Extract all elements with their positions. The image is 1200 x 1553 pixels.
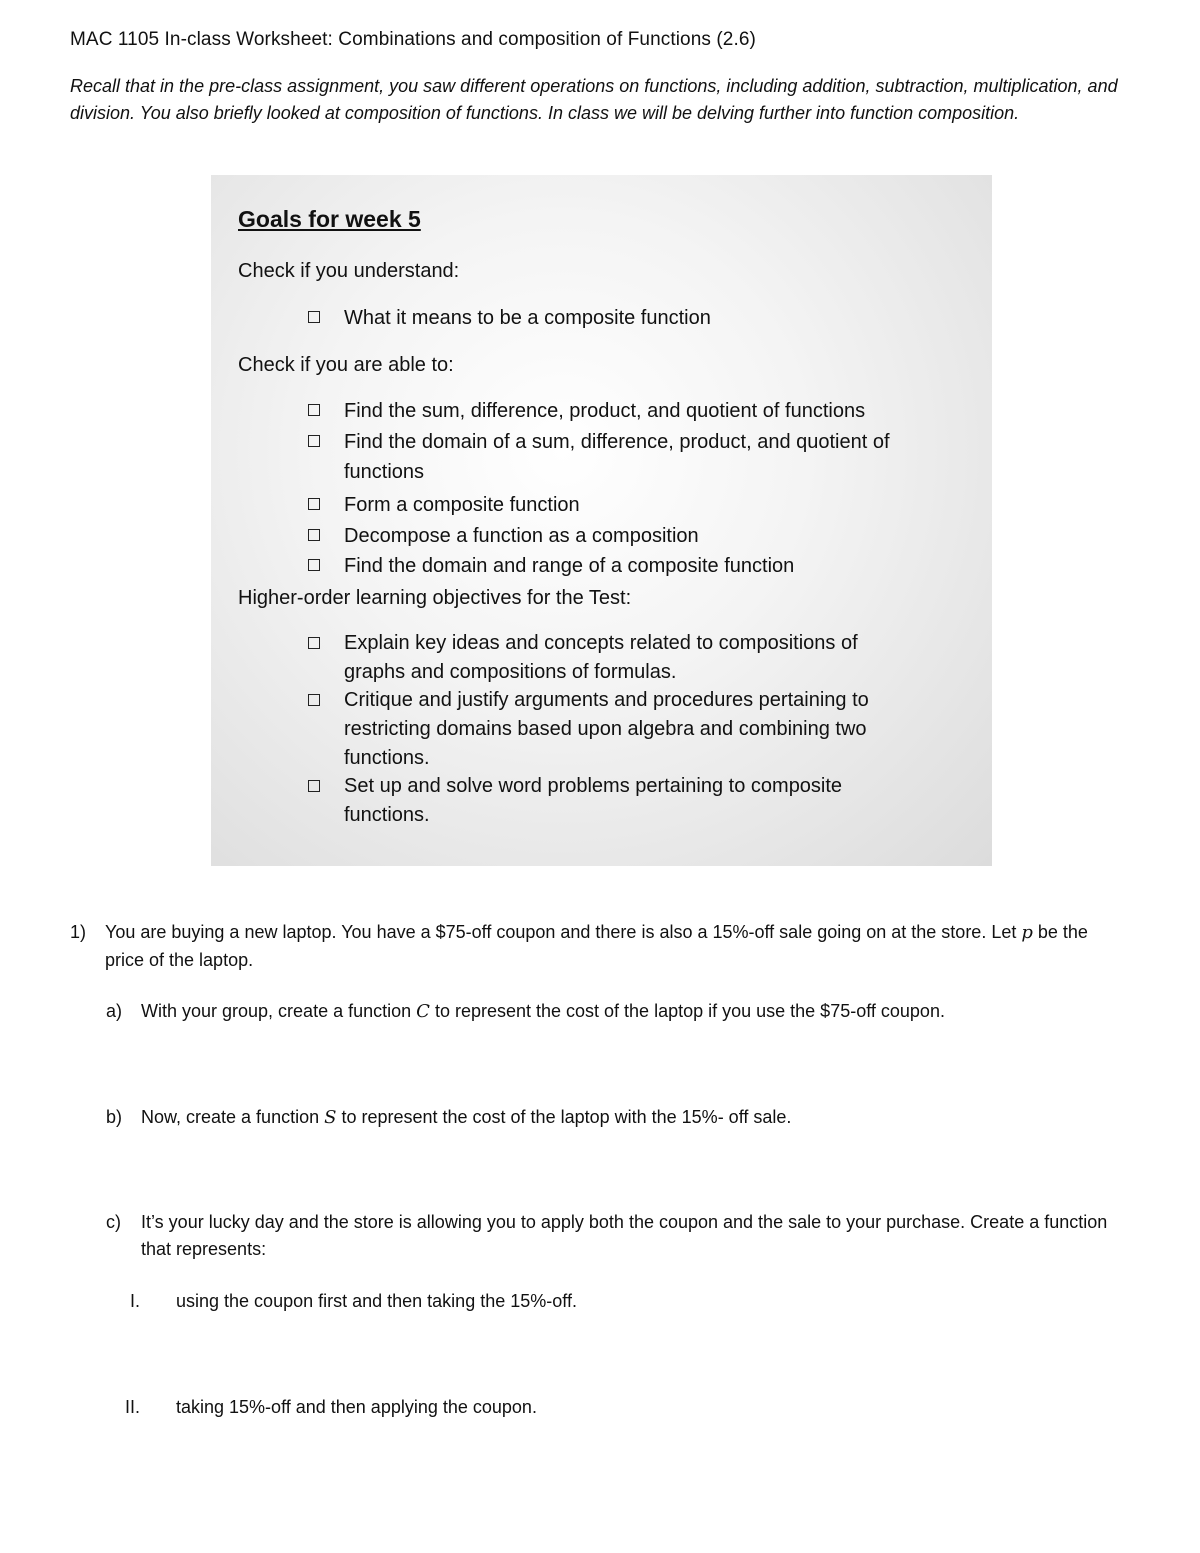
goal-item-label: Find the domain of a sum, difference, product, and quotient of functions [344,431,890,483]
question-1b [106,1104,1116,1132]
goals-title: Goals for week 5 [238,206,421,232]
understand-heading: Check if you understand: [238,260,460,282]
part-label: b) [106,1107,123,1127]
question-1 [70,919,1110,973]
subpart-text: taking 15%-off and then applying the coupon. [176,1397,537,1417]
variable-s: S [324,1107,337,1128]
goal-item-label: Decompose a function as a composition [344,525,699,547]
variable-p: p [1021,922,1033,943]
checkbox-icon [308,435,320,447]
able-heading: Check if you are able to: [238,354,454,376]
goal-item-label: Explain key ideas and concepts related to compositions of graphs and compositions of formulas. [344,632,858,683]
higher-order-heading: Higher-order learning objectives for the Test: [238,587,632,609]
checkbox-icon [308,404,320,416]
checkbox-icon [308,637,320,649]
goal-item-label: Find the domain and range of a composite function [344,555,795,577]
goal-item [308,490,948,520]
question-1a [106,998,1116,1026]
question-1c-ii [125,1394,1025,1421]
subpart-label: II. [125,1397,141,1417]
goal-item-label: Find the sum, difference, product, and quotient of functions [344,400,866,422]
goal-item [308,396,948,426]
goal-item-label: Critique and justify arguments and procedures pertaining to restricting domains based upon algebra and combining two functions. [344,689,869,769]
goals-box [211,175,992,866]
part-label: c) [106,1212,121,1232]
part-label: a) [106,1001,123,1021]
goal-item-label: Form a composite function [344,494,580,516]
question-1c-i [130,1288,1030,1315]
subpart-label: I. [130,1291,141,1311]
goal-item [308,521,948,551]
question-1c [106,1209,1126,1262]
question-text: You are buying a new laptop. You have a $75-off coupon and there is also a 15%-off sale going on at the store. Let p be the price of the laptop. [105,922,1088,970]
goal-item-label: Set up and solve word problems pertaining to composite functions. [344,775,843,826]
goal-item [308,427,928,487]
goal-item [308,772,918,830]
checkbox-icon [308,694,320,706]
page-title: MAC 1105 In-class Worksheet: Combinations and composition of Functions (2.6) [70,29,756,50]
variable-c: C [416,1001,430,1022]
checkbox-icon [308,498,320,510]
goal-item [308,303,948,333]
goal-item [308,629,918,687]
checkbox-icon [308,529,320,541]
goal-item-label: What it means to be a composite function [344,307,711,329]
goal-item [308,551,948,581]
part-text: It’s your lucky day and the store is allowing you to apply both the coupon and the sale to your purchase. Create a function that represents: [141,1212,1108,1259]
checkbox-icon [308,311,320,323]
question-number: 1) [70,922,87,942]
checkbox-icon [308,780,320,792]
intro-paragraph: Recall that in the pre-class assignment, you saw different operations on functions, including addition, subtraction, multiplication, and division. You also briefly looked at composition of functions. In class we will be delving further into function composition. [70,76,1118,123]
part-text: Now, create a function S to represent the cost of the laptop with the 15%- off sale. [141,1107,792,1128]
part-text: With your group, create a function C to represent the cost of the laptop if you use the $75-off coupon. [141,1001,945,1022]
checkbox-icon [308,559,320,571]
goal-item [308,686,928,773]
subpart-text: using the coupon first and then taking the 15%-off. [176,1291,577,1311]
